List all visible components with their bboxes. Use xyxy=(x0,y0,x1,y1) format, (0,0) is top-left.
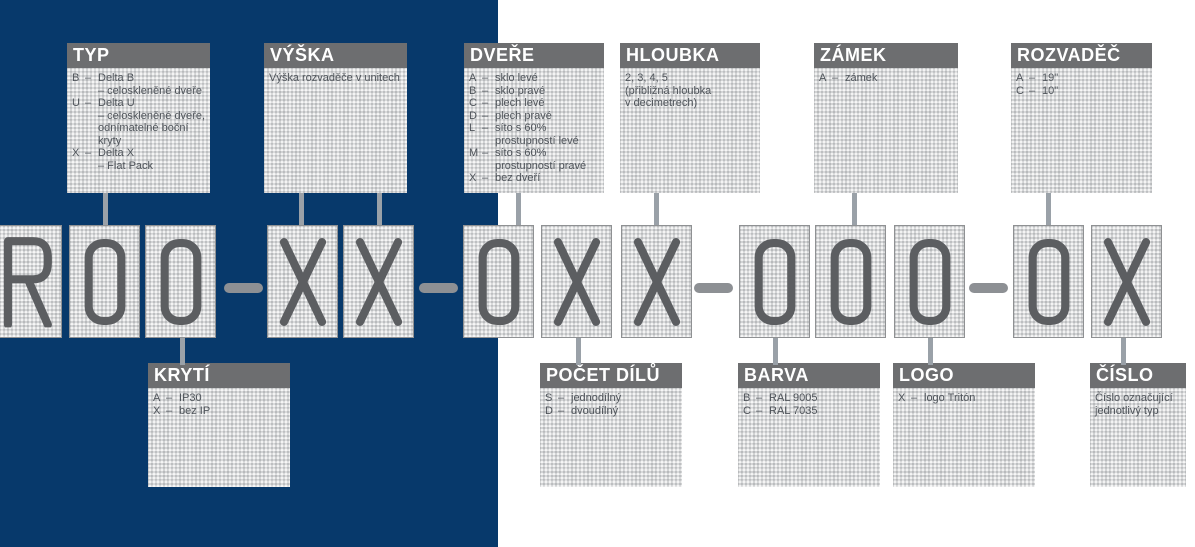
legend-item-text: dvoudílný xyxy=(571,404,619,417)
code-char-0 xyxy=(1013,225,1084,338)
legend-item-separator: – xyxy=(482,72,489,84)
connector-line xyxy=(576,338,581,365)
legend-item-separator: – xyxy=(482,147,489,159)
legend-item-line xyxy=(153,405,286,418)
legend-item-text: Delta U xyxy=(98,97,135,109)
legend-item-key xyxy=(72,110,85,123)
connector-line xyxy=(1046,193,1051,225)
legend-title-text: VÝŠKA xyxy=(270,45,335,65)
legend-item-separator: – xyxy=(911,392,918,404)
legend-item-separator: – xyxy=(1029,72,1036,84)
legend-title-text: LOGO xyxy=(899,365,954,385)
legend-item-key xyxy=(469,135,482,148)
legend-item-text: síto s 60% xyxy=(495,122,547,134)
legend-item-line xyxy=(469,122,600,135)
legend-item-key: C xyxy=(743,404,751,417)
legend-box-cislo-body xyxy=(1090,388,1186,487)
code-separator-dash xyxy=(224,283,263,293)
legend-box-logo-body xyxy=(893,388,1035,487)
legend-note-line: Výška rozvaděče v unitech xyxy=(269,72,400,84)
legend-box-hloubka-body xyxy=(620,68,760,193)
code-char-0 xyxy=(739,225,810,338)
legend-title-text: BARVA xyxy=(744,365,809,385)
code-glyph-0 xyxy=(470,235,528,329)
legend-item-line xyxy=(469,72,600,85)
code-char-0 xyxy=(463,225,534,338)
legend-title-text: KRYTÍ xyxy=(154,365,210,385)
legend-box-kryti-body xyxy=(148,388,290,487)
legend-item-separator: – xyxy=(756,404,763,417)
legend-note-line: jednotlivý typ xyxy=(1095,404,1159,417)
legend-item-text: prostupností pravé xyxy=(495,159,587,172)
legend-item-separator: – xyxy=(482,109,489,122)
legend-box-logo xyxy=(893,363,1035,487)
connector-line xyxy=(299,193,304,225)
code-glyph-0 xyxy=(901,235,959,329)
legend-item-separator xyxy=(85,110,98,123)
legend-item-line xyxy=(469,135,600,148)
legend-item-key: D xyxy=(545,404,553,417)
legend-box-barva-title xyxy=(738,363,880,388)
legend-item-text: – celoskleněné dveře xyxy=(98,84,202,97)
legend-note-line: v decimetrech) xyxy=(625,97,698,109)
legend-item-text: IP30 xyxy=(179,392,202,404)
legend-box-hloubka xyxy=(620,43,760,193)
legend-title-text: ZÁMEK xyxy=(820,45,887,65)
legend-item-text: prostupností levé xyxy=(495,134,579,147)
code-glyph-R xyxy=(0,235,56,329)
legend-box-barva xyxy=(738,363,880,487)
connector-line xyxy=(773,338,778,365)
legend-item-key: C xyxy=(1016,84,1024,97)
legend-item-text: síto s 60% xyxy=(495,147,547,159)
legend-item-separator: – xyxy=(756,392,763,404)
legend-item-key: X xyxy=(153,404,161,417)
legend-item-key: A xyxy=(469,72,477,84)
legend-item-line xyxy=(469,147,600,160)
legend-item-text: plech levé xyxy=(495,97,545,109)
code-glyph-0 xyxy=(746,235,804,329)
legend-item-separator: – xyxy=(166,404,173,417)
legend-note-line: 2, 3, 4, 5 xyxy=(625,72,668,84)
legend-item-line xyxy=(545,405,678,418)
connector-line xyxy=(516,193,521,225)
legend-item-key: A xyxy=(153,392,161,404)
legend-item-line xyxy=(743,392,876,405)
legend-item-line xyxy=(1016,72,1148,85)
legend-item-text: odnímatelné boční xyxy=(98,122,189,134)
legend-item-key: X xyxy=(898,392,906,404)
legend-item-key: S xyxy=(545,392,553,404)
connector-line xyxy=(1121,338,1126,365)
legend-box-dvere-body xyxy=(464,68,604,193)
legend-item-separator: – xyxy=(482,84,489,97)
code-separator-dash xyxy=(694,283,733,293)
legend-item-separator xyxy=(482,135,495,148)
connector-line xyxy=(103,193,108,225)
legend-item-key: C xyxy=(469,97,477,109)
legend-item-separator: – xyxy=(832,72,839,84)
legend-item-text: bez IP xyxy=(179,404,211,417)
code-char-X xyxy=(621,225,692,338)
legend-item-line xyxy=(72,147,206,160)
legend-item-key: X xyxy=(469,172,477,184)
legend-item-separator: – xyxy=(558,392,565,404)
legend-item-line xyxy=(153,392,286,405)
legend-item-key: B xyxy=(469,84,477,97)
legend-box-barva-body xyxy=(738,388,880,487)
legend-item-key: A xyxy=(1016,72,1024,84)
legend-title-text: ČÍSLO xyxy=(1096,365,1154,385)
legend-item-text: RAL 9005 xyxy=(769,392,818,404)
legend-item-key xyxy=(469,160,482,173)
legend-item-line xyxy=(469,110,600,123)
code-char-X xyxy=(267,225,338,338)
legend-item-separator xyxy=(85,160,98,173)
legend-item-separator xyxy=(482,160,495,173)
legend-item-text: sklo levé xyxy=(495,72,538,84)
legend-item-text: RAL 7035 xyxy=(769,404,818,417)
code-glyph-0 xyxy=(822,235,880,329)
legend-item-line xyxy=(72,135,206,148)
legend-item-text: bez dveří xyxy=(495,172,541,184)
legend-box-zamek xyxy=(814,43,958,193)
legend-item-separator: – xyxy=(166,392,173,404)
legend-item-text: – Flat Pack xyxy=(98,159,154,172)
connector-line xyxy=(377,193,382,225)
legend-item-separator: – xyxy=(85,72,92,84)
legend-item-line xyxy=(72,72,206,85)
legend-item-line xyxy=(469,160,600,173)
legend-item-separator xyxy=(85,122,98,135)
legend-item-line xyxy=(72,110,206,123)
legend-item-key xyxy=(72,135,85,148)
legend-box-pocet-dilu xyxy=(540,363,682,487)
legend-item-key: B xyxy=(72,72,80,84)
code-separator-dash xyxy=(419,283,458,293)
legend-box-typ-body xyxy=(67,68,210,193)
code-glyph-X xyxy=(628,235,686,329)
legend-item-line xyxy=(72,97,206,110)
legend-item-text: logo Tritón xyxy=(924,392,976,404)
connector-line xyxy=(180,338,185,365)
legend-item-line xyxy=(469,172,600,185)
legend-item-text: 10" xyxy=(1042,84,1059,97)
code-glyph-X xyxy=(1098,235,1156,329)
legend-item-text: 19" xyxy=(1042,72,1059,84)
legend-item-line xyxy=(898,392,1031,405)
legend-item-line xyxy=(545,392,678,405)
connector-line xyxy=(852,193,857,225)
legend-item-separator: – xyxy=(558,404,565,417)
legend-title-text: TYP xyxy=(73,45,110,65)
code-char-0 xyxy=(815,225,886,338)
legend-box-pocet-dilu-body xyxy=(540,388,682,487)
legend-item-key: M xyxy=(469,147,479,159)
legend-item-separator: – xyxy=(482,172,489,184)
connector-line xyxy=(928,338,933,365)
legend-item-text: Delta B xyxy=(98,72,135,84)
legend-item-separator: – xyxy=(482,122,489,134)
legend-item-line xyxy=(72,160,206,173)
legend-item-line xyxy=(469,85,600,98)
legend-box-vyska-body xyxy=(264,68,407,193)
legend-item-text: kryty xyxy=(98,134,122,147)
legend-title-text: HLOUBKA xyxy=(626,45,720,65)
code-glyph-0 xyxy=(76,235,134,329)
legend-item-text: – celoskleněné dveře, xyxy=(98,109,206,122)
legend-item-key xyxy=(72,122,85,135)
legend-item-text: zámek xyxy=(845,72,878,84)
legend-box-typ-title xyxy=(67,43,210,68)
legend-box-zamek-body xyxy=(814,68,958,193)
legend-item-separator: – xyxy=(85,97,92,109)
legend-box-rozvadec-title xyxy=(1011,43,1152,68)
code-char-0 xyxy=(145,225,216,338)
legend-item-text: jednodílný xyxy=(571,392,622,404)
legend-item-line xyxy=(72,85,206,98)
legend-box-hloubka-title xyxy=(620,43,760,68)
code-char-X xyxy=(343,225,414,338)
legend-item-key: B xyxy=(743,392,751,404)
legend-box-kryti xyxy=(148,363,290,487)
legend-item-line xyxy=(743,405,876,418)
legend-item-separator: – xyxy=(482,97,489,109)
legend-item-line xyxy=(72,122,206,135)
code-char-R xyxy=(0,225,62,338)
connector-line xyxy=(654,193,659,225)
legend-box-dvere xyxy=(464,43,604,193)
legend-item-text: Delta X xyxy=(98,147,135,159)
legend-item-separator xyxy=(85,135,98,148)
legend-box-kryti-title xyxy=(148,363,290,388)
legend-box-vyska-title xyxy=(264,43,407,68)
legend-box-logo-title xyxy=(893,363,1035,388)
code-char-0 xyxy=(894,225,965,338)
legend-title-text: ROZVADĚČ xyxy=(1017,45,1121,65)
legend-item-line xyxy=(819,72,954,85)
legend-note-line: Číslo označující xyxy=(1095,392,1173,404)
legend-box-rozvadec-body xyxy=(1011,68,1152,193)
code-glyph-0 xyxy=(152,235,210,329)
legend-item-key: A xyxy=(819,72,827,84)
code-char-X xyxy=(541,225,612,338)
legend-note-line: (přibližná hloubka xyxy=(625,84,712,97)
legend-box-typ xyxy=(67,43,210,193)
code-glyph-0 xyxy=(1020,235,1078,329)
code-char-X xyxy=(1091,225,1162,338)
legend-box-rozvadec xyxy=(1011,43,1152,193)
legend-item-key: U xyxy=(72,97,80,109)
legend-item-key xyxy=(72,160,85,173)
legend-item-line xyxy=(1016,85,1148,98)
legend-item-key: D xyxy=(469,109,477,122)
legend-title-text: DVEŘE xyxy=(470,45,535,65)
legend-item-key xyxy=(72,85,85,98)
legend-box-vyska xyxy=(264,43,407,193)
legend-item-separator: – xyxy=(85,147,92,159)
code-glyph-X xyxy=(274,235,332,329)
legend-box-dvere-title xyxy=(464,43,604,68)
legend-item-separator xyxy=(85,85,98,98)
legend-item-text: plech pravé xyxy=(495,109,552,122)
legend-item-text: sklo pravé xyxy=(495,84,546,97)
legend-item-key: X xyxy=(72,147,80,159)
legend-item-line xyxy=(469,97,600,110)
code-char-0 xyxy=(69,225,140,338)
code-separator-dash xyxy=(969,283,1008,293)
legend-box-zamek-title xyxy=(814,43,958,68)
code-glyph-X xyxy=(548,235,606,329)
legend-box-cislo xyxy=(1090,363,1186,487)
code-glyph-X xyxy=(350,235,408,329)
legend-item-key: L xyxy=(469,122,476,134)
legend-box-pocet-dilu-title xyxy=(540,363,682,388)
legend-box-cislo-title xyxy=(1090,363,1186,388)
legend-title-text: POČET DÍLŮ xyxy=(546,365,661,385)
legend-item-separator: – xyxy=(1029,84,1036,97)
